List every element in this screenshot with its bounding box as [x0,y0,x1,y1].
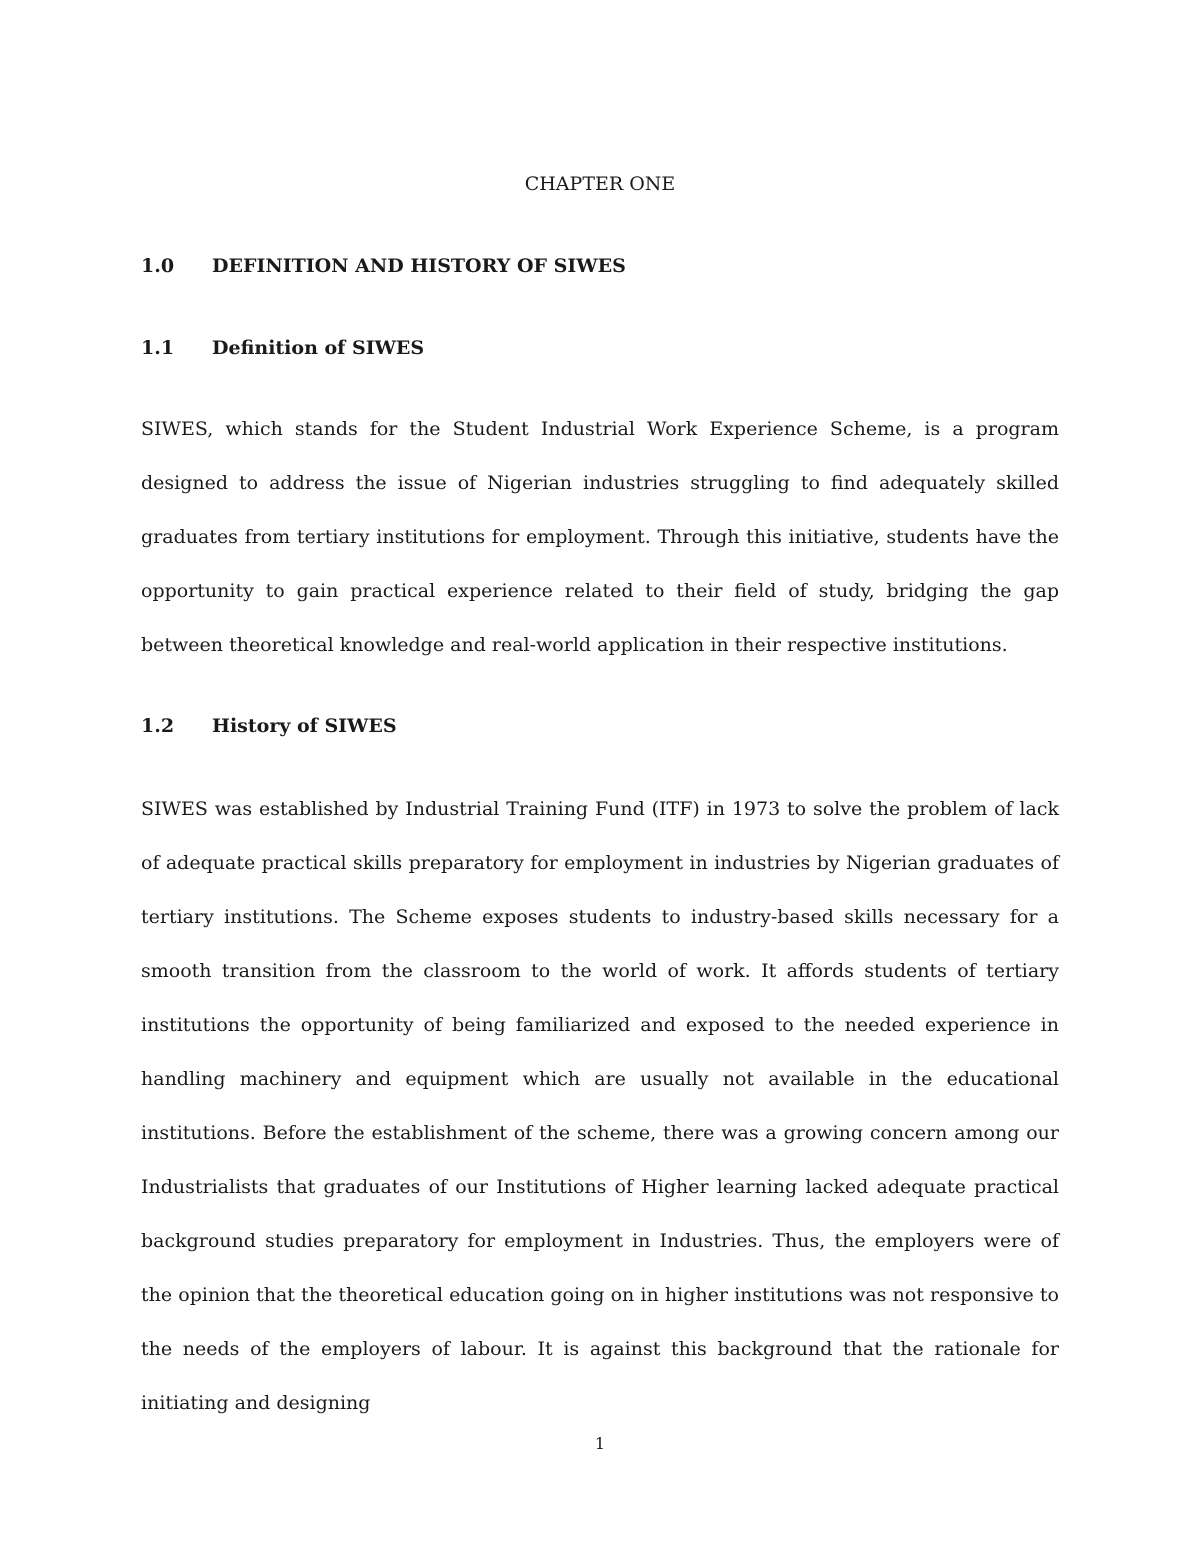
section-number: 1.0 [141,255,175,277]
section-title: History of SIWES [212,715,397,737]
section-heading-1-2 [141,712,397,740]
section-heading-1-0 [141,252,626,280]
history-paragraph: SIWES was established by Industrial Training Fund (ITF) in 1973 to solve the problem of lack of adequate practical skills preparatory for employment in industries by Nigerian graduates of tertiary institutions. The Scheme exposes students to industry-based skills necessary for a smooth transition from the classroom to the world of work. It affords students of tertiary institutions the opportunity of being familiarized and exposed to the needed experience in handling machinery and equipment which are usually not available in the educational institutions. Before the establishment of the scheme, there was a growing concern among our Industrialists that graduates of our Institutions of Higher learning lacked adequate practical background studies preparatory for employment in Industries. Thus, the employers were of the opinion that the theoretical education going on in higher institutions was not responsive to the needs of the employers of labour. It is against this background that the rationale for initiating and designing [141,798,1059,1414]
section-title: Definition of SIWES [212,337,425,359]
section-heading-1-1 [141,334,424,362]
section-title: DEFINITION AND HISTORY OF SIWES [212,255,626,277]
section-number: 1.2 [141,715,175,737]
page-number: 1 [594,1434,606,1453]
definition-paragraph: SIWES, which stands for the Student Industrial Work Experience Scheme, is a program designed to address the issue of Nigerian industries struggling to find adequately skilled graduates from tertiary institutions for employment. Through this initiative, students have the opportunity to gain practical experience related to their field of study, bridging the gap between theoretical knowledge and real-world application in their respective institutions. [141,418,1059,656]
section-number: 1.1 [141,337,175,359]
chapter-title: CHAPTER ONE [524,173,676,195]
